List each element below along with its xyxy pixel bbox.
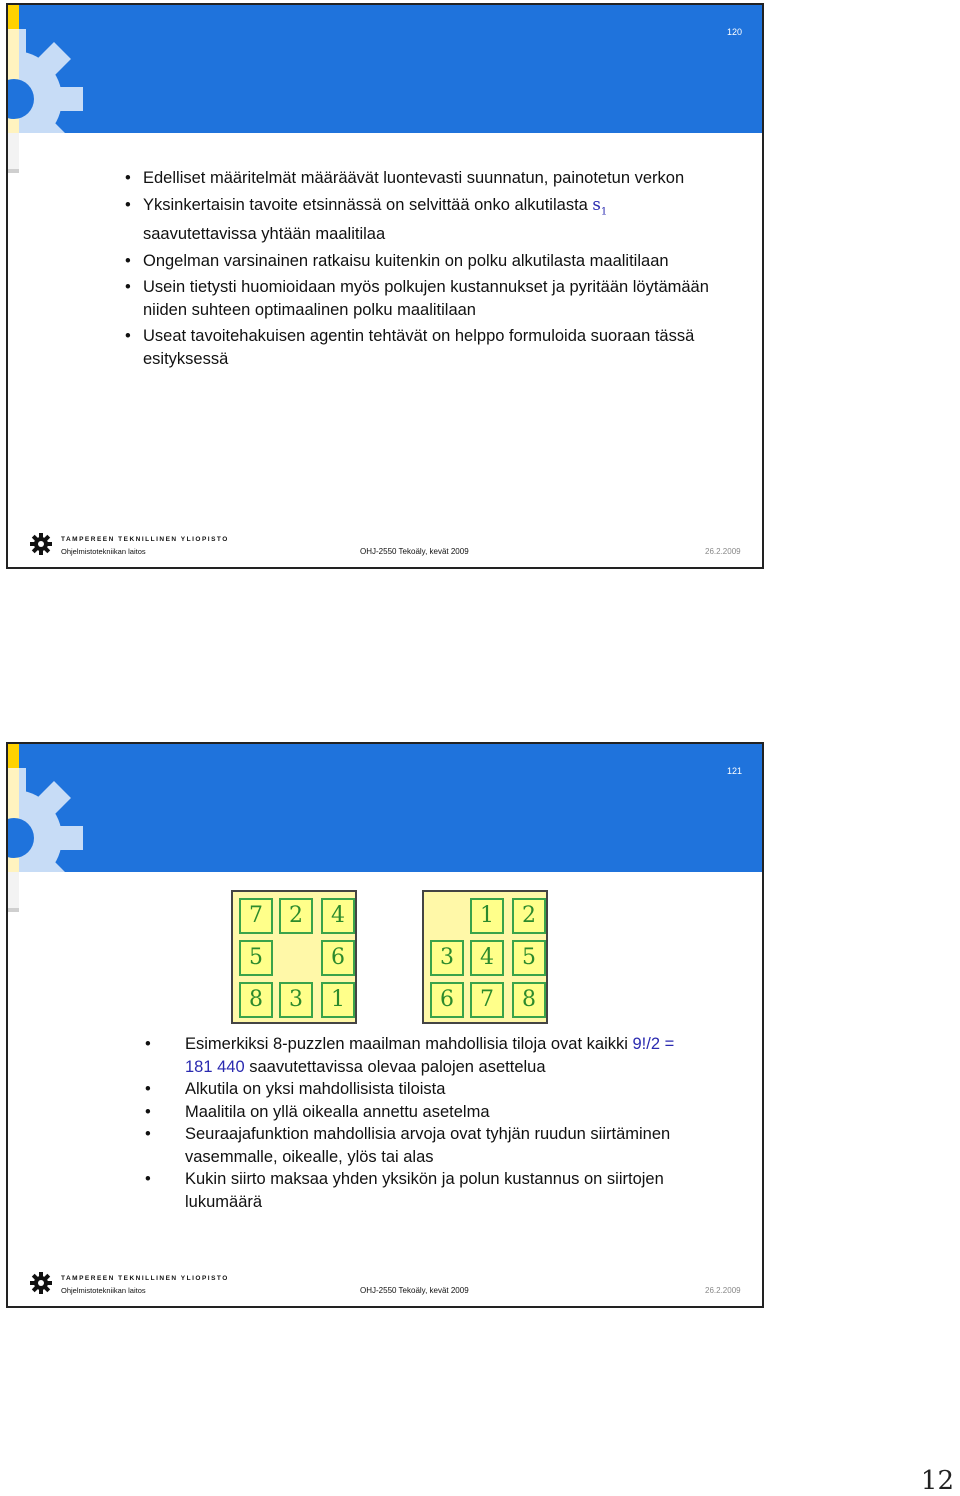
list-item: • Yksinkertaisin tavoite etsinnässä on selvittää onko alkutilasta $s_1$ saavutettavissa yhtään maalitilaa	[125, 194, 608, 244]
bullet-list	[125, 167, 715, 374]
puzzle-tile: 2	[512, 898, 546, 934]
goal-state-board	[422, 890, 548, 1024]
puzzle-tile: 3	[430, 940, 464, 976]
university-name: TAMPEREEN TEKNILLINEN YLIOPISTO	[61, 1275, 229, 1282]
university-logo-icon	[30, 1272, 52, 1294]
gear-watermark-icon	[6, 3, 104, 199]
university-name: TAMPEREEN TEKNILLINEN YLIOPISTO	[61, 536, 229, 543]
page-number: 12	[920, 1466, 954, 1496]
university-logo-icon	[30, 533, 52, 555]
start-state-board	[231, 890, 357, 1024]
slide-date: 26.2.2009	[705, 1286, 741, 1295]
department-name: Ohjelmistotekniikan laitos	[61, 547, 146, 556]
slide-121	[6, 742, 764, 1308]
course-name: OHJ-2550 Tekoäly, kevät 2009	[360, 1286, 469, 1295]
slide-number: 120	[726, 27, 742, 37]
gear-watermark-icon	[6, 742, 104, 938]
puzzle-tile: 6	[321, 940, 355, 976]
list-item: • Maalitila on yllä oikealla annettu asetelma	[145, 1102, 490, 1121]
puzzle-tile: 1	[321, 982, 355, 1018]
puzzle-tile: 5	[512, 940, 546, 976]
math-symbol: s	[592, 194, 601, 214]
puzzle-tile: 7	[239, 898, 273, 934]
list-item: • Esimerkiksi 8-puzzlen maailman mahdollisia tiloja ovat kaikki 9!/2 = 181 440 saavutettavissa olevaa palojen asettelua	[145, 1035, 675, 1076]
math-expression: 9!/2 = 181 440	[185, 1035, 675, 1076]
puzzle-tile: 4	[321, 898, 355, 934]
slide-footer	[8, 1266, 762, 1306]
list-item: • Useat tavoitehakuisen agentin tehtävät on helppo formuloida suoraan tässä esityksessä	[125, 327, 695, 368]
list-item: • Seuraajafunktion mahdollisia arvoja ovat tyhjän ruudun siirtäminen vasemmalle, oikealle, ylös tai alas	[145, 1125, 671, 1166]
puzzle-tile: 7	[470, 982, 504, 1018]
puzzle-tile: 3	[279, 982, 313, 1018]
list-item: • Kukin siirto maksaa yhden yksikön ja polun kustannus on siirtojen lukumäärä	[145, 1170, 664, 1211]
department-name: Ohjelmistotekniikan laitos	[61, 1286, 146, 1295]
course-name: OHJ-2550 Tekoäly, kevät 2009	[360, 547, 469, 556]
puzzle-tile: 4	[470, 940, 504, 976]
puzzle-tile: 8	[239, 982, 273, 1018]
list-item: • Usein tietysti huomioidaan myös polkujen kustannukset ja pyritään löytämään niiden suhteen optimaalinen polku maalitilaan	[125, 278, 709, 319]
list-item: • Edelliset määritelmät määräävät luontevasti suunnatun, painotetun verkon	[125, 169, 685, 187]
bullet-list	[145, 1033, 685, 1213]
list-item: • Ongelman varsinainen ratkaisu kuitenkin on polku alkutilasta maalitilaan	[125, 251, 669, 270]
list-item: • Alkutila on yksi mahdollisista tiloista	[145, 1080, 446, 1098]
slide-footer	[8, 527, 762, 567]
puzzle-tile: 1	[470, 898, 504, 934]
puzzle-tile: 8	[512, 982, 546, 1018]
slide-number: 121	[726, 766, 742, 776]
puzzle-tile: 6	[430, 982, 464, 1018]
slide-120	[6, 3, 764, 569]
puzzle-tile: 5	[239, 940, 273, 976]
slide-date: 26.2.2009	[705, 547, 741, 556]
puzzle-tile: 2	[279, 898, 313, 934]
